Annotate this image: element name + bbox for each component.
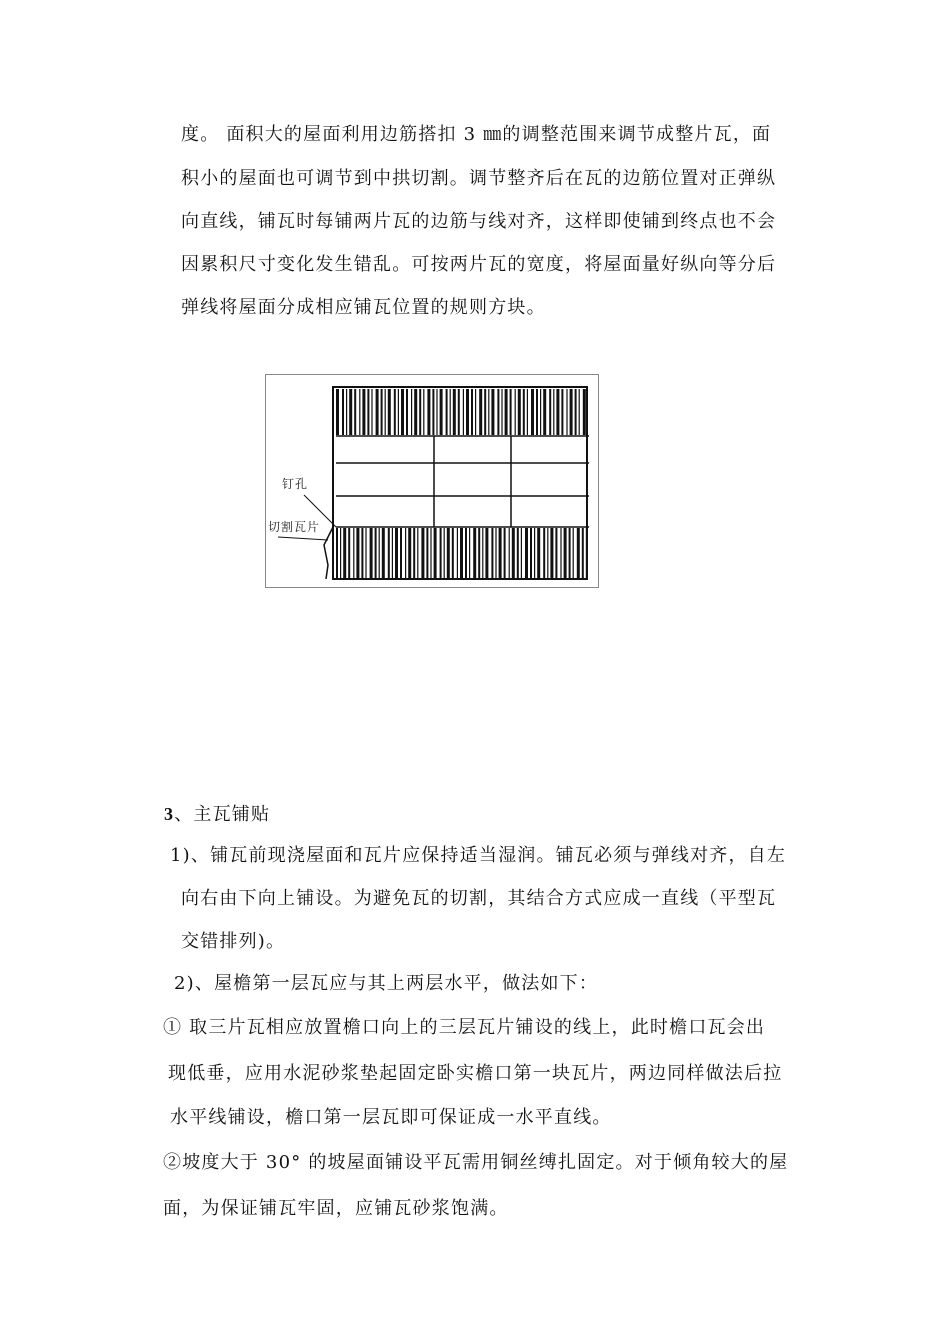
tile-rib xyxy=(367,389,369,435)
tile-rib xyxy=(440,528,442,578)
layout-grid xyxy=(336,436,589,527)
paragraph-line-2: 积小的屋面也可调节到中拱切割。调节整齐后在瓦的边筋位置对正弹纵 xyxy=(181,168,777,189)
tile-rib xyxy=(499,528,502,578)
tile-rib xyxy=(348,528,350,578)
tile-rib xyxy=(375,528,377,578)
tile-rib xyxy=(411,389,412,435)
tile-rib xyxy=(463,389,464,435)
tile-rib xyxy=(376,389,379,435)
tile-rib xyxy=(427,389,430,435)
tile-rib xyxy=(573,528,574,578)
step2-line-1: ②坡度大于 30° 的坡屋面铺设平瓦需用铜丝缚扎固定。对于倾角较大的屋 xyxy=(163,1152,789,1173)
tile-rib xyxy=(430,528,431,578)
tile-rib xyxy=(536,389,538,435)
tile-rib xyxy=(388,389,391,435)
tile-rib xyxy=(491,528,493,578)
tile-rib xyxy=(417,528,418,578)
paragraph-line-5: 弹线将屋面分成相应铺瓦位置的规则方块。 xyxy=(181,297,546,318)
tile-rib xyxy=(575,389,577,435)
tile-rib xyxy=(343,528,346,578)
tile-rib xyxy=(353,528,354,578)
tile-rib xyxy=(436,389,437,435)
paragraph-line-3: 向直线，铺瓦时每铺两片瓦的边筋与线对齐，这样即使铺到终点也不会 xyxy=(181,211,777,232)
tile-rib xyxy=(543,389,546,435)
tile-rib xyxy=(361,528,363,578)
cut-tile-label: 切割瓦片 xyxy=(268,520,321,534)
tile-rib xyxy=(340,528,341,578)
tile-rib xyxy=(388,528,390,578)
tile-rib xyxy=(336,528,338,578)
tile-rib xyxy=(354,389,356,435)
tile-rib xyxy=(371,389,372,435)
tile-rib xyxy=(482,528,483,578)
item2-line: 2)、屋檐第一层瓦应与其上两层水平，做法如下： xyxy=(174,973,599,994)
tile-rib xyxy=(405,528,406,578)
tile-rib xyxy=(579,389,580,435)
tile-rib xyxy=(530,528,532,578)
tile-rib xyxy=(473,528,476,578)
tile-rib xyxy=(497,389,499,435)
top-tile-row xyxy=(336,389,586,435)
tile-rib xyxy=(555,528,557,578)
tile-rib xyxy=(452,528,454,578)
tile-rib xyxy=(426,528,428,578)
tile-rib xyxy=(537,528,540,578)
tile-rib xyxy=(577,528,580,578)
cut-tile-leader xyxy=(278,537,328,540)
tile-rib xyxy=(392,528,393,578)
tile-rib xyxy=(504,528,506,578)
tile-rib xyxy=(398,389,399,435)
tile-rib xyxy=(547,528,548,578)
tile-rib xyxy=(484,389,486,435)
tile-rib xyxy=(478,528,480,578)
tile-rib xyxy=(518,389,521,435)
tile-rib xyxy=(527,389,528,435)
section-number: 3 xyxy=(164,804,175,824)
tile-rib xyxy=(540,389,541,435)
tile-rib xyxy=(550,528,553,578)
cut-edge xyxy=(324,527,333,579)
bottom-tile-row xyxy=(336,528,587,578)
tile-rib xyxy=(509,528,510,578)
tile-rib xyxy=(471,389,473,435)
tile-rib xyxy=(534,528,535,578)
tile-rib xyxy=(570,389,573,435)
tile-rib xyxy=(370,528,373,578)
item1-line-3: 交错排列)。 xyxy=(181,931,286,952)
tile-rib xyxy=(356,528,359,578)
tile-rib xyxy=(401,389,404,435)
tile-rib xyxy=(408,528,411,578)
paragraph-line-1: 度。 面积大的屋面利用边筋搭扣 3 ㎜的调整范围来调节成整片瓦，面 xyxy=(181,124,772,145)
section-heading xyxy=(164,803,270,826)
paragraph-line-4: 因累积尺寸变化发生错乱。可按两片瓦的宽度，将屋面量好纵向等分后 xyxy=(181,254,777,275)
tile-rib xyxy=(362,389,365,435)
tile-rib xyxy=(564,528,567,578)
tile-rib xyxy=(505,389,508,435)
tile-rib xyxy=(450,389,451,435)
step1-line-1: ① 取三片瓦相应放置檐口向上的三层瓦片铺设的线上，此时檐口瓦会出 xyxy=(163,1017,766,1038)
item1-line-1: 1)、铺瓦前现浇屋面和瓦片应保持适当湿润。铺瓦必须与弹线对齐，自左 xyxy=(170,845,787,866)
nail-hole-label: 钉孔 xyxy=(282,477,309,491)
tile-rib xyxy=(501,389,502,435)
tile-rib xyxy=(457,528,458,578)
tile-rib xyxy=(406,389,408,435)
tile-rib xyxy=(485,528,488,578)
tile-rib xyxy=(400,528,402,578)
tile-rib xyxy=(586,528,587,578)
tile-rib xyxy=(523,389,525,435)
tile-rib xyxy=(346,389,347,435)
tile-rib xyxy=(543,528,545,578)
tile-rib xyxy=(556,389,559,435)
tile-rib xyxy=(349,389,352,435)
section-title: 、主瓦铺贴 xyxy=(174,804,271,825)
step2-line-2: 面，为保证铺瓦牢固，应铺瓦砂浆饱满。 xyxy=(163,1198,509,1219)
tile-rib xyxy=(515,389,516,435)
tile-rib xyxy=(560,528,561,578)
tile-rib xyxy=(342,389,344,435)
tile-rib xyxy=(491,389,494,435)
tile-rib xyxy=(553,389,554,435)
tile-rib xyxy=(336,389,339,435)
tile-rib xyxy=(469,528,470,578)
tile-rib xyxy=(549,389,551,435)
tile-rib xyxy=(440,389,443,435)
tile-rib xyxy=(365,528,366,578)
tile-rib xyxy=(488,389,489,435)
step1-line-3: 水平线铺设，檐口第一层瓦即可保证成一水平直线。 xyxy=(170,1107,612,1128)
tile-rib xyxy=(453,389,456,435)
tile-rib xyxy=(359,389,360,435)
item1-line-2: 向右由下向上铺设。为避免瓦的切割，其结合方式应成一直线（平型瓦 xyxy=(181,888,777,909)
roof-tile-diagram xyxy=(266,375,600,589)
tile-rib xyxy=(495,528,496,578)
tile-rib xyxy=(421,528,424,578)
tile-rib xyxy=(379,528,380,578)
tile-rib xyxy=(521,528,522,578)
tile-rib xyxy=(381,389,383,435)
tile-rib xyxy=(569,528,571,578)
tile-rib xyxy=(414,389,417,435)
tile-rib xyxy=(447,528,450,578)
tile-rib xyxy=(525,528,528,578)
tile-rib xyxy=(444,528,445,578)
tile-rib xyxy=(510,389,512,435)
tile-rib xyxy=(434,528,437,578)
step1-line-2: 现低垂，应用水泥砂浆垫起固定卧实檐口第一块瓦片，两边同样做法后拉 xyxy=(168,1063,783,1084)
tile-rib xyxy=(479,389,482,435)
tile-rib xyxy=(394,389,396,435)
tile-rib xyxy=(517,528,519,578)
tile-rib xyxy=(458,389,460,435)
tile-rib xyxy=(460,528,463,578)
tile-rib xyxy=(446,389,448,435)
tile-rib xyxy=(475,389,476,435)
tile-rib xyxy=(582,528,584,578)
tile-rib xyxy=(466,389,469,435)
tile-rib xyxy=(385,389,386,435)
tile-rib xyxy=(419,389,421,435)
tile-rib xyxy=(561,389,563,435)
tile-rib xyxy=(512,528,515,578)
tile-rib xyxy=(432,389,434,435)
roof-tile-figure xyxy=(265,374,599,588)
tile-rib xyxy=(382,528,385,578)
tile-rib xyxy=(395,528,398,578)
tile-rib xyxy=(465,528,467,578)
tile-rib xyxy=(531,389,534,435)
tile-rib xyxy=(423,389,424,435)
tile-rib xyxy=(413,528,415,578)
tile-rib xyxy=(583,389,586,435)
tile-rib xyxy=(566,389,567,435)
